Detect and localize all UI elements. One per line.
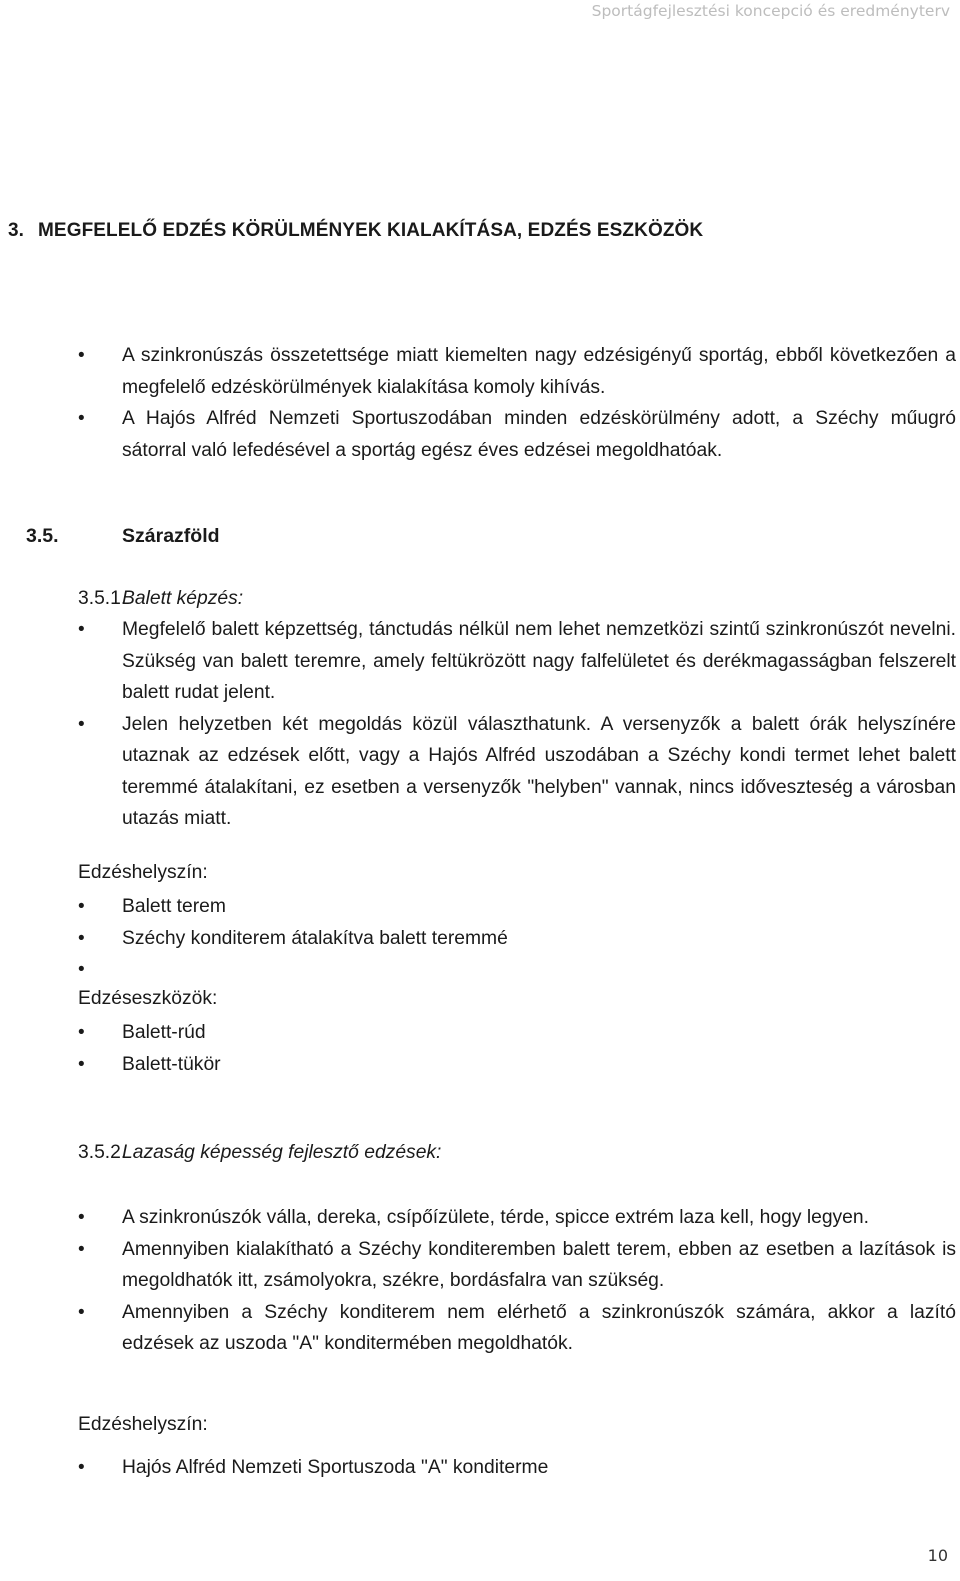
list-item: • Jelen helyzetben két megoldás közül választhatunk. A versenyzők a balett órák helyszínére utaznak az edzések előtt, vagy a Hajós Alfréd uszodában a Széchy kondi termet lehet balett teremmé átalakítani, ez esetben a versenyzők "helyben" vannak, nincs időveszteség a városban utazás miatt. xyxy=(78,709,956,835)
subsection-number: 3.5. xyxy=(26,525,59,547)
section-number: 3. xyxy=(8,220,25,241)
section-title: MEGFELELŐ EDZÉS KÖRÜLMÉNYEK KIALAKÍTÁSA, EDZÉS ESZKÖZÖK xyxy=(38,220,704,241)
list-item xyxy=(78,954,956,986)
bullet-icon: • xyxy=(78,1238,85,1260)
list-item: • Balett-tükör xyxy=(78,1049,956,1081)
section-heading xyxy=(8,220,703,242)
bullet-icon: • xyxy=(78,1301,85,1323)
list-item: • Balett-rúd xyxy=(78,1017,956,1049)
bullet-icon: • xyxy=(78,959,85,980)
flex-number: 3.5.2. xyxy=(78,1142,127,1163)
bullet-icon: • xyxy=(78,408,85,429)
bullet-icon: • xyxy=(78,927,85,949)
flex-heading xyxy=(78,1142,441,1164)
bullet-icon: • xyxy=(78,1053,85,1075)
running-header: Sportágfejlesztési koncepció és eredményterv xyxy=(591,2,950,20)
list-item: • A szinkronúszás összetettsége miatt kiemelten nagy edzésigényű sportág, ebből következően a megfelelő edzéskörülmények kialakítása komoly kihívás. xyxy=(78,340,956,403)
bullet-icon: • xyxy=(78,619,85,640)
list-item: • Hajós Alfréd Nemzeti Sportuszoda "A" konditerme xyxy=(78,1452,956,1484)
subsection-title: Szárazföld xyxy=(122,525,220,547)
flex-bullet-list xyxy=(78,1202,956,1360)
bullet-icon: • xyxy=(78,345,85,366)
list-item: • Széchy konditerem átalakítva balett teremmé xyxy=(78,923,956,955)
page-number: 10 xyxy=(927,1546,948,1565)
bullet-icon: • xyxy=(78,1457,85,1478)
bullet-icon: • xyxy=(78,1022,85,1043)
ballet-venue-list xyxy=(78,891,956,986)
subsection-heading xyxy=(26,525,220,548)
ballet-heading xyxy=(78,588,243,610)
bullet-icon: • xyxy=(78,1207,85,1228)
list-item: • A Hajós Alfréd Nemzeti Sportuszodában minden edzéskörülmény adott, a Széchy műugró sátorral való lefedésével a sportág egész éves edzései megoldhatóak. xyxy=(78,403,956,466)
flex-venue-list xyxy=(78,1452,956,1484)
list-item: • Megfelelő balett képzettség, tánctudás nélkül nem lehet nemzetközi szintű szinkronúszót nevelni. Szükség van balett teremre, amely feltükrözött nagy falfelületet és derékmagasságban felszerelt balett rudat jelent. xyxy=(78,614,956,709)
ballet-bullet-list xyxy=(78,614,956,835)
bullet-icon: • xyxy=(78,896,85,917)
ballet-title: Balett képzés: xyxy=(122,588,244,609)
ballet-equipment-list xyxy=(78,1017,956,1080)
ballet-equipment-label: Edzéseszközök: xyxy=(78,988,218,1009)
ballet-number: 3.5.1. xyxy=(78,588,127,609)
flex-title: Lazaság képesség fejlesztő edzések: xyxy=(122,1142,442,1163)
flex-venue-label: Edzéshelyszín: xyxy=(78,1414,208,1435)
list-item: • A szinkronúszók válla, dereka, csípőízülete, térde, spicce extrém laza kell, hogy legyen. xyxy=(78,1202,956,1234)
bullet-icon: • xyxy=(78,713,85,735)
list-item: • Balett terem xyxy=(78,891,956,923)
list-item: • Amennyiben a Széchy konditerem nem elérhető a szinkronúszók számára, akkor a lazító edzések az uszoda "A" konditermében megoldhatók. xyxy=(78,1297,956,1360)
list-item: • Amennyiben kialakítható a Széchy konditeremben balett terem, ebben az esetben a lazítások is megoldhatók itt, zsámolyokra, székre, bordásfalra van szükség. xyxy=(78,1234,956,1297)
intro-bullet-list xyxy=(78,340,956,466)
ballet-venue-label: Edzéshelyszín: xyxy=(78,862,208,883)
